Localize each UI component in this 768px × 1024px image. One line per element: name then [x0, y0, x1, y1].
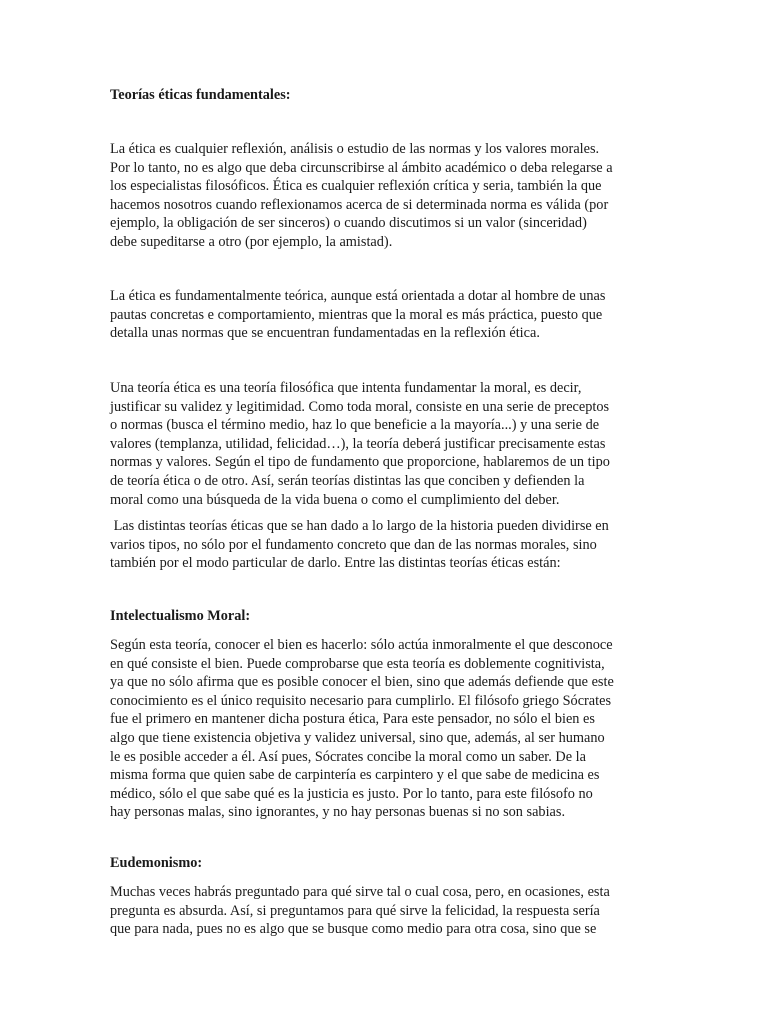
heading-eudemonismo: Eudemonismo: [110, 855, 203, 871]
paragraph-6 [110, 883, 610, 939]
text-line: también por el modo particular de darlo. Entre las distintas teorías éticas están: [110, 555, 561, 572]
text-line: La ética es fundamentalmente teórica, aunque está orientada a dotar al hombre de unas [110, 288, 606, 304]
text-line: algo que tiene existencia objetiva y validez universal, sino que, además, al ser humano [110, 729, 605, 746]
text-line: debe supeditarse a otro (por ejemplo, la amistad). [110, 233, 393, 250]
paragraph-4 [110, 517, 609, 573]
text-line: en qué consiste el bien. Puede comprobarse que esta teoría es doblemente cognitivista, [110, 655, 605, 672]
paragraph-1 [110, 140, 613, 252]
text-line: moral como una búsqueda de la vida buena o como el cumplimiento del deber. [110, 491, 560, 508]
heading-intelectualismo-moral: Intelectualismo Moral: [110, 608, 251, 624]
text-line: misma forma que quien sabe de carpintería es carpintero y el que sabe de medicina es [110, 767, 600, 784]
text-line: justificar su validez y legitimidad. Como toda moral, consiste en una serie de preceptos [110, 398, 610, 415]
text-line: los especialistas filosóficos. Ética es cualquier reflexión crítica y seria, también la que [110, 178, 602, 195]
text-line: pautas concretas e comportamiento, mientras que la moral es más práctica, puesto que [110, 306, 603, 323]
text-line: valores (templanza, utilidad, felicidad…), la teoría deberá justificar precisamente estas [110, 435, 606, 452]
text-line: Una teoría ética es una teoría filosófica que intenta fundamentar la moral, es decir, [110, 380, 582, 396]
text-line: Muchas veces habrás preguntado para qué sirve tal o cual cosa, pero, en ocasiones, esta [110, 884, 610, 900]
text-line: normas y valores. Según el tipo de fundamento que proporcione, hablaremos de un tipo [110, 454, 610, 471]
text-line: hacemos nosotros cuando reflexionamos acerca de si determinada norma es válida (por [110, 196, 609, 213]
paragraph-5 [110, 636, 614, 822]
text-line: varios tipos, no sólo por el fundamento concreto que dan de las normas morales, sino [110, 536, 597, 553]
paragraph-2 [110, 287, 605, 343]
text-line: de teoría ética o de otro. Así, serán teorías distintas las que conciben y defienden la [110, 472, 585, 489]
text-line: La ética es cualquier reflexión, análisis o estudio de las normas y los valores morales. [110, 141, 600, 157]
text-line: ya que no sólo afirma que es posible conocer el bien, sino que además defiende que este [110, 674, 614, 691]
paragraph-3 [110, 379, 610, 509]
text-line: detalla unas normas que se encuentran fundamentadas en la reflexión ética. [110, 325, 540, 342]
text-line: Según esta teoría, conocer el bien es hacerlo: sólo actúa inmoralmente el que desconoce [110, 637, 613, 653]
text-line: hay personas malas, sino ignorantes, y no hay personas buenas si no son sabias. [110, 804, 566, 821]
text-line: Por lo tanto, no es algo que deba circunscribirse al ámbito académico o deba relegarse a [110, 159, 613, 176]
text-line: fue el primero en mantener dicha postura ética, Para este pensador, no sólo el bien es [110, 711, 595, 728]
text-line: le es posible acceder a él. Así pues, Sócrates concibe la moral como un saber. De la [110, 748, 586, 765]
text-line: o normas (busca el término medio, haz lo que beneficie a la mayoría...) y una serie de [110, 417, 600, 434]
text-line: médico, sólo el que sabe qué es la justicia es justo. Por lo tanto, para este filósofo no [110, 785, 593, 802]
heading-teorias-eticas: Teorías éticas fundamentales: [110, 87, 291, 103]
text-line: pregunta es absurda. Así, si preguntamos para qué sirve la felicidad, la respuesta sería [110, 902, 600, 919]
text-line: Las distintas teorías éticas que se han dado a lo largo de la historia pueden dividirse en [110, 518, 609, 534]
text-line: conocimiento es el único requisito necesario para cumplirlo. El filósofo griego Sócrates [110, 692, 612, 709]
text-line: que para nada, pues no es algo que se busque como medio para otra cosa, sino que se [110, 921, 597, 938]
text-line: ejemplo, la obligación de ser sinceros) o cuando discutimos si un valor (sinceridad) [110, 215, 587, 232]
